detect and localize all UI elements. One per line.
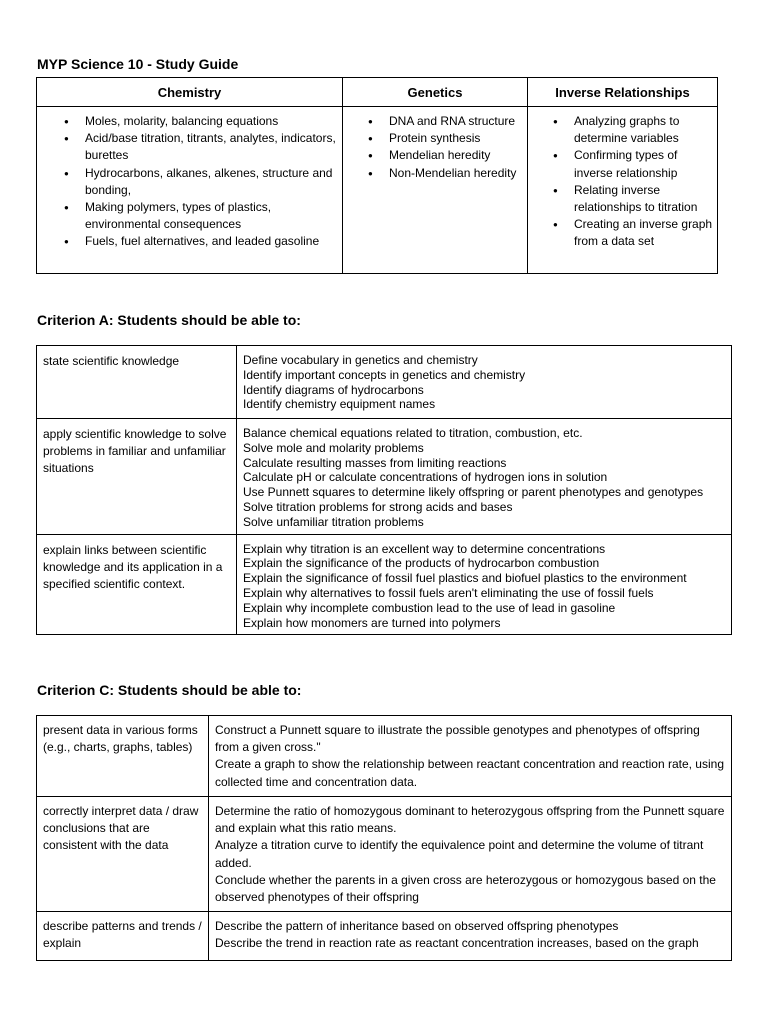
page-title: MYP Science 10 - Study Guide <box>37 56 239 72</box>
item-line: Calculate pH or calculate concentrations of hydrogen ions in solution <box>243 470 608 485</box>
list-item: ● Hydrocarbons, alkanes, alkenes, structure and bonding, <box>85 165 338 199</box>
header-genetics: Genetics <box>343 78 528 107</box>
item-line: Create a graph to show the relationship between reactant concentration and reaction rate, using collected time and concentration data. <box>215 757 724 789</box>
list-item: ● Mendelian heredity <box>389 147 523 164</box>
table-row <box>37 419 732 535</box>
table-row <box>37 534 732 635</box>
genetics-topics-cell <box>343 107 528 274</box>
items-cell <box>237 419 732 535</box>
topics-table <box>36 77 718 274</box>
list-item: ● Acid/base titration, titrants, analytes, indicators, burettes <box>85 130 338 164</box>
list-item: ● Moles, molarity, balancing equations <box>85 113 338 130</box>
chemistry-topics-cell <box>37 107 343 274</box>
item-line: Identify diagrams of hydrocarbons <box>243 382 424 397</box>
skill-cell: apply scientific knowledge to solve problems in familiar and unfamiliar situations <box>37 419 237 535</box>
list-item: ● Analyzing graphs to determine variables <box>574 113 713 147</box>
item-line: Solve mole and molarity problems <box>243 440 424 455</box>
item-line: Calculate resulting masses from limiting reactions <box>243 455 507 470</box>
list-item: ● Fuels, fuel alternatives, and leaded gasoline <box>85 233 338 250</box>
genetics-list <box>343 113 523 182</box>
table-row <box>37 912 732 961</box>
table-row <box>37 797 732 912</box>
skill-cell: explain links between scientific knowledge and its application in a specified scientific context. <box>37 534 237 635</box>
list-item: ● Creating an inverse graph from a data set <box>574 216 713 250</box>
list-item: ● DNA and RNA structure <box>389 113 523 130</box>
items-cell <box>209 716 732 797</box>
item-line: Describe the trend in reaction rate as reactant concentration increases, based on the graph <box>215 936 699 951</box>
items-cell <box>237 346 732 419</box>
criterion-c-table <box>36 715 732 961</box>
item-line: Identify chemistry equipment names <box>243 397 436 412</box>
skill-cell: correctly interpret data / draw conclusions that are consistent with the data <box>37 797 209 912</box>
item-line: Explain why incomplete combustion lead to the use of lead in gasoline <box>243 600 616 615</box>
item-line: Define vocabulary in genetics and chemistry <box>243 353 478 367</box>
item-line: Use Punnett squares to determine likely offspring or parent phenotypes and genotypes <box>243 485 704 500</box>
skill-cell: state scientific knowledge <box>37 346 237 419</box>
items-cell <box>237 534 732 635</box>
item-line: Construct a Punnett square to illustrate the possible genotypes and phenotypes of offspring from a given cross." <box>215 723 700 755</box>
item-line: Determine the ratio of homozygous dominant to heterozygous offspring from the Punnett square and explain what this ratio means. <box>215 804 725 836</box>
criterion-a-table <box>36 345 732 635</box>
item-line: Conclude whether the parents in a given cross are heterozygous or homozygous based on the observed phenotypes of their offspring <box>215 872 716 905</box>
item-line: Solve unfamiliar titration problems <box>243 514 424 529</box>
items-cell <box>209 912 732 961</box>
item-line: Balance chemical equations related to titration, combustion, etc. <box>243 426 583 440</box>
list-item: ● Relating inverse relationships to titration <box>574 182 713 216</box>
criterion-c-heading: Criterion C: Students should be able to: <box>37 682 302 698</box>
list-item: ● Making polymers, types of plastics, environmental consequences <box>85 199 338 233</box>
item-line: Explain why titration is an excellent way to determine concentrations <box>243 541 606 556</box>
item-line: Explain the significance of fossil fuel plastics and biofuel plastics to the environment <box>243 571 687 586</box>
item-line: Describe the pattern of inheritance based on observed offspring phenotypes <box>215 919 619 933</box>
inverse-list <box>528 113 713 251</box>
inverse-topics-cell <box>528 107 718 274</box>
item-line: Analyze a titration curve to identify the equivalence point and determine the volume of titrant added. <box>215 838 704 870</box>
table-row <box>37 346 732 419</box>
skill-cell: describe patterns and trends / explain <box>37 912 209 961</box>
criterion-a-heading: Criterion A: Students should be able to: <box>37 312 301 328</box>
table-row <box>37 716 732 797</box>
header-chemistry: Chemistry <box>37 78 343 107</box>
item-line: Identify important concepts in genetics and chemistry <box>243 367 526 382</box>
header-inverse-relationships: Inverse Relationships <box>528 78 718 107</box>
list-item: ● Protein synthesis <box>389 130 523 147</box>
chemistry-list <box>37 113 338 251</box>
skill-cell: present data in various forms (e.g., charts, graphs, tables) <box>37 716 209 797</box>
list-item: ● Non-Mendelian heredity <box>389 165 523 182</box>
items-cell <box>209 797 732 912</box>
item-line: Solve titration problems for strong acids and bases <box>243 499 513 514</box>
item-line: Explain why alternatives to fossil fuels aren't eliminating the use of fossil fuels <box>243 585 654 600</box>
list-item: ● Confirming types of inverse relationship <box>574 147 713 181</box>
item-line: Explain how monomers are turned into polymers <box>243 615 501 630</box>
item-line: Explain the significance of the products of hydrocarbon combustion <box>243 556 600 571</box>
